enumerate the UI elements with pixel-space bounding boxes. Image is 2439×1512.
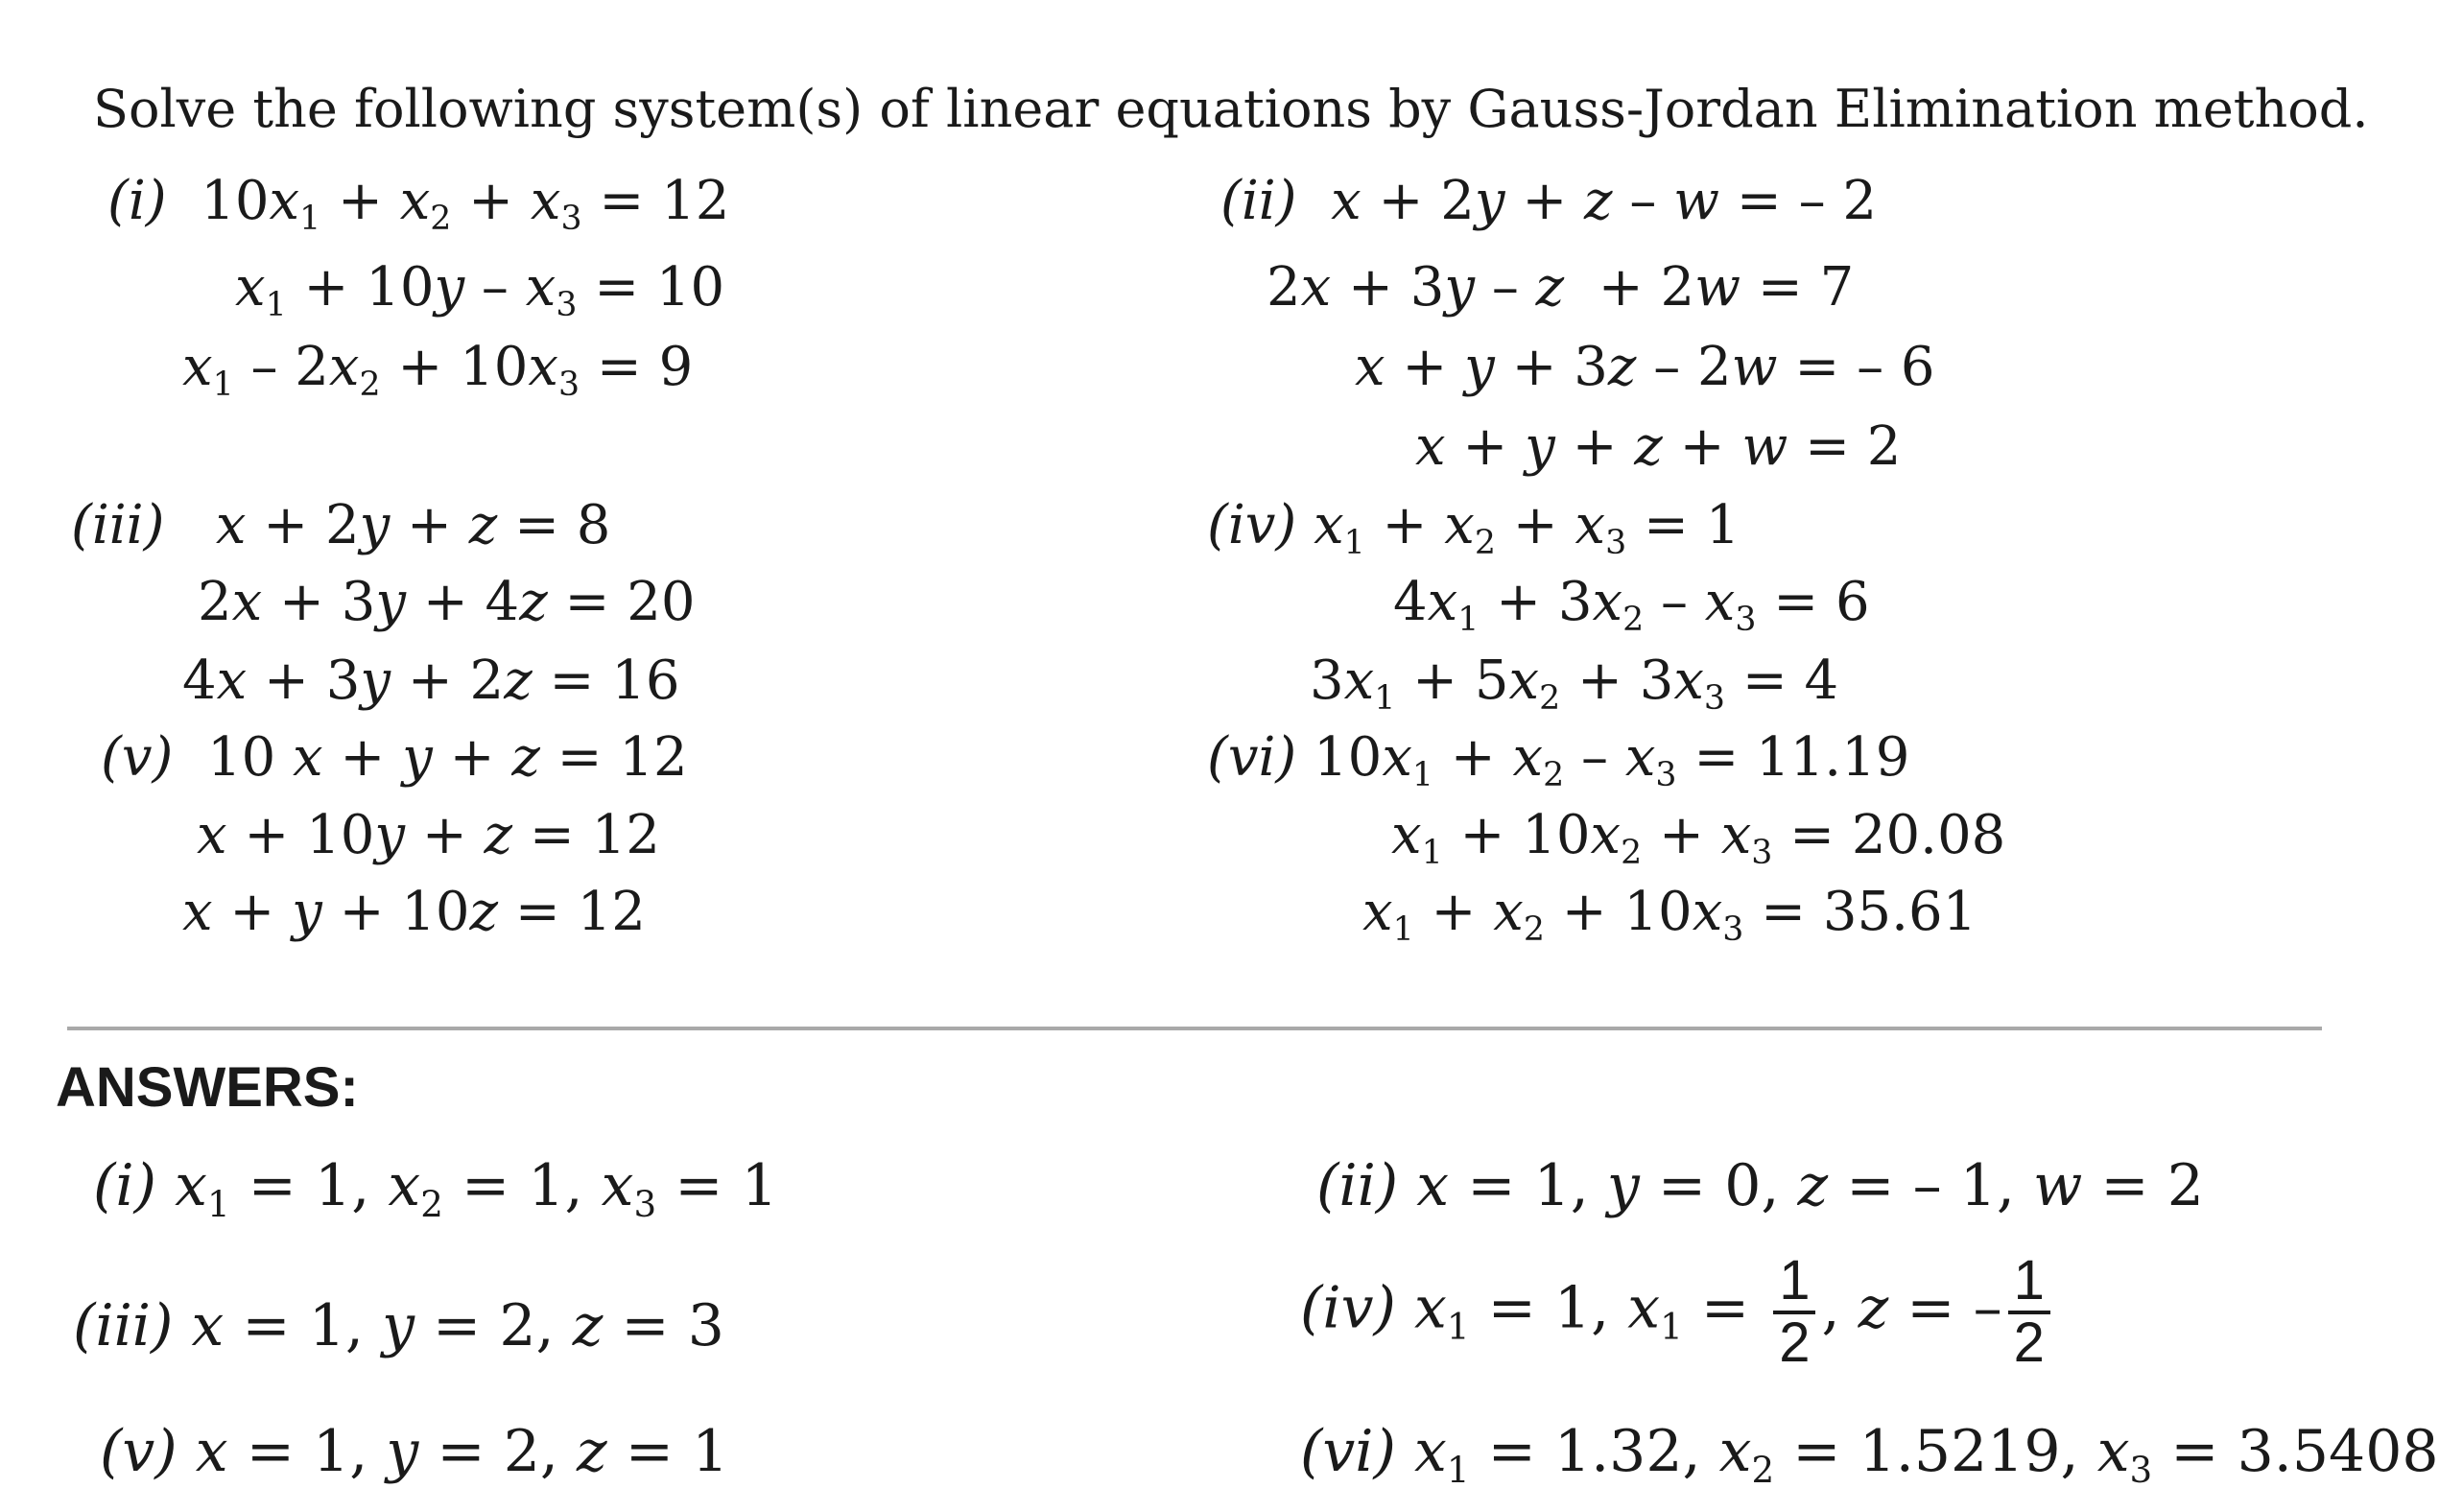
- answer-ii: (ii) x = 1, y = 0, z = – 1, w = 2: [1316, 1152, 2204, 1219]
- fraction-denominator: 2: [1779, 1311, 1811, 1374]
- answer-label: (ii): [1316, 1152, 1399, 1219]
- system-iii-eq1: (iii) x + 2y + z = 8: [71, 494, 611, 556]
- answer-label: (iv): [1300, 1274, 1396, 1342]
- system-vi-eq2: $x_1 + 10x_2 + x_3 = 20.08$: [1391, 804, 2006, 873]
- answer-label: (iii): [73, 1292, 174, 1359]
- fraction-numerator: 1: [2008, 1252, 2050, 1314]
- system-v-eq3: x + y + 10z = 12: [182, 881, 646, 943]
- system-i-eq3: $x_1 - 2x_2 + 10x_3 = 9$: [182, 336, 694, 405]
- system-label: (iv): [1207, 494, 1297, 556]
- answer-iii: (iii) x = 1, y = 2, z = 3: [73, 1292, 724, 1359]
- answer-iv: (iv) $x_1 = 1$, $x_1$ = $\frac{1}{2}$ , z = – $\frac{1}{2}$: [1300, 1252, 2056, 1373]
- answer-label: (i): [93, 1152, 157, 1219]
- system-ii-eq2: 2x + 3y – z + 2w = 7: [1267, 256, 1855, 319]
- system-i-eq2: $x_1 + 10y - x_3 = 10$: [235, 256, 725, 325]
- system-iv-eq2: $4x_1 + 3x_2 - x_3 = 6$: [1393, 571, 1870, 640]
- system-v-eq1: (v) 10 x + y + z = 12: [101, 726, 688, 789]
- system-iv-eq1: (iv) $x_1 + x_2 + x_3 = 1$: [1207, 494, 1740, 563]
- fraction-numerator: 1: [1773, 1252, 1815, 1314]
- system-ii-eq3: x + y + 3z – 2w = – 6: [1355, 336, 1935, 398]
- answers-heading: ANSWERS:: [56, 1056, 359, 1119]
- system-label: (ii): [1220, 170, 1297, 232]
- system-i-eq1: (i) $10x_1 + x_2 + x_3 = 12$: [107, 170, 730, 239]
- answer-label: (vi): [1300, 1418, 1396, 1485]
- system-label: (vi): [1207, 726, 1297, 789]
- system-vi-eq1: (vi) $10x_1 + x_2 - x_3 = 11.19$: [1207, 726, 1910, 795]
- answer-vi: (vi) $x_1 = 1.32$, $x_2 = 1.5219$, $x_3 = 3.5408$: [1300, 1418, 2439, 1491]
- system-label: (iii): [71, 494, 165, 556]
- system-v-eq2: x + 10y + z = 12: [197, 804, 660, 866]
- system-iv-eq3: $3x_1 + 5x_2 + 3x_3 = 4$: [1310, 650, 1839, 719]
- fraction: [1773, 1249, 1815, 1374]
- system-ii-eq4: x + y + z + w = 2: [1415, 415, 1902, 478]
- instruction-text: Solve the following system(s) of linear equations by Gauss-Jordan Elimination method.: [93, 79, 2369, 139]
- system-label: (v): [101, 726, 174, 789]
- answer-v: (v) x = 1, y = 2, z = 1: [100, 1418, 729, 1485]
- fraction: [2008, 1249, 2050, 1374]
- fraction-denominator: 2: [2013, 1311, 2045, 1374]
- system-iii-eq3: 4x + 3y + 2z = 16: [182, 650, 680, 712]
- section-divider: [67, 1027, 2322, 1030]
- system-label: (i): [107, 170, 167, 232]
- system-iii-eq2: 2x + 3y + 4z = 20: [198, 571, 696, 633]
- answer-i: (i) $x_1 = 1$, $x_2 = 1$, $x_3 = 1$: [93, 1152, 778, 1225]
- system-vi-eq3: $x_1 + x_2 + 10x_3 = 35.61$: [1362, 881, 1977, 950]
- system-ii-eq1: (ii) x + 2y + z – w = – 2: [1220, 170, 1878, 232]
- answer-label: (v): [100, 1418, 178, 1485]
